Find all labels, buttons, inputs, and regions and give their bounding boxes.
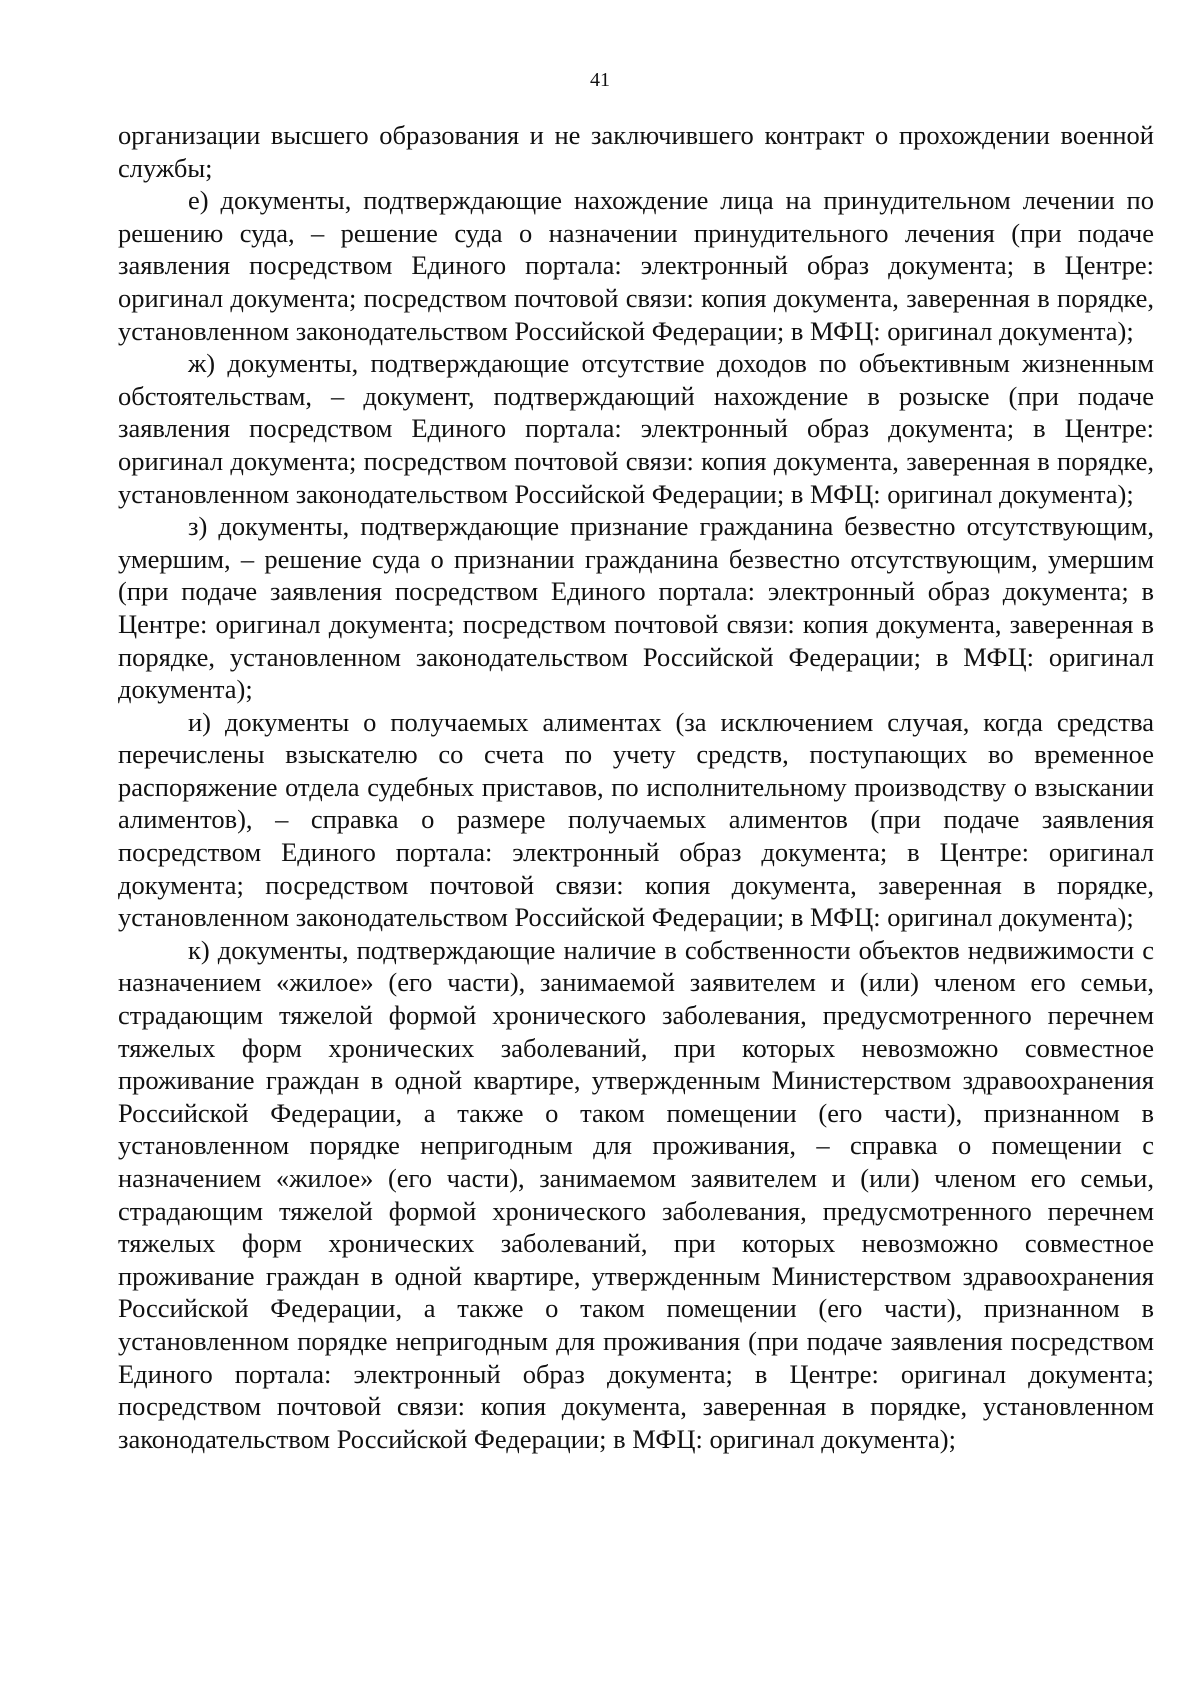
paragraph-item-e: е) документы, подтверждающие нахождение лица на принудительном лечении по решению суда, – решение суда о назначении принудительного лечения (при подаче заявления посредством Единого портала: электронный образ документа; в Центре: оригинал документа; посредством почтовой связи: копия документа, заверенная в порядке, установленном законодательством Российской Федерации; в МФЦ: оригинал документа); [118,185,1154,346]
paragraph-item-k: к) документы, подтверждающие наличие в собственности объектов недвижимости с назначением «жилое» (его части), занимаемой заявителем и (или) членом его семьи, страдающим тяжелой формой хронического заболевания, предусмотренного перечнем тяжелых форм хронических заболеваний, при которых невозможно совместное проживание граждан в одной квартире, утвержденным Министерством здравоохранения Российской Федерации, а также о таком помещении (его части), признанном в установленном порядке непригодным для проживания, – справка о помещении с назначением «жилое» (его части), занимаемом заявителем и (или) членом его семьи, страдающим тяжелой формой хронического заболевания, предусмотренного перечнем тяжелых форм хронических заболеваний, при которых невозможно совместное проживание граждан в одной квартире, утвержденным Министерством здравоохранения Российской Федерации, а также о таком помещении (его части), признанном в установленном порядке непригодным для проживания (при подаче заявления посредством Единого портала: электронный образ документа; в Центре: оригинал документа; посредством почтовой связи: копия документа, заверенная в порядке, установленном законодательством Российской Федерации; в МФЦ: оригинал документа); [118,934,1154,1454]
paragraph-item-zh: ж) документы, подтверждающие отсутствие доходов по объективным жизненным обстоятельствам, – документ, подтверждающий нахождение в розыске (при подаче заявления посредством Единого портала: электронный образ документа; в Центре: оригинал документа; посредством почтовой связи: копия документа, заверенная в порядке, установленном законодательством Российской Федерации; в МФЦ: оригинал документа); [118,348,1154,509]
paragraph-item-z: з) документы, подтверждающие признание гражданина безвестно отсутствующим, умершим, – решение суда о признании гражданина безвестно отсутствующим, умершим (при подаче заявления посредством Единого портала: электронный образ документа; в Центре: оригинал документа; посредством почтовой связи: копия документа, заверенная в порядке, установленном законодательством Российской Федерации; в МФЦ: оригинал документа); [118,511,1154,705]
page-number: 41 [590,69,610,91]
document-body [118,119,1154,1455]
paragraph-continuation: организации высшего образования и не заключившего контракт о прохождении военной службы; [118,120,1154,183]
paragraph-item-i: и) документы о получаемых алиментах (за исключением случая, когда средства перечислены взыскателю со счета по учету средств, поступающих во временное распоряжение отдела судебных приставов, по исполнительному производству о взыскании алиментов), – справка о размере получаемых алиментов (при подаче заявления посредством Единого портала: электронный образ документа; в Центре: оригинал документа; посредством почтовой связи: копия документа, заверенная в порядке, установленном законодательством Российской Федерации; в МФЦ: оригинал документа); [118,706,1154,933]
